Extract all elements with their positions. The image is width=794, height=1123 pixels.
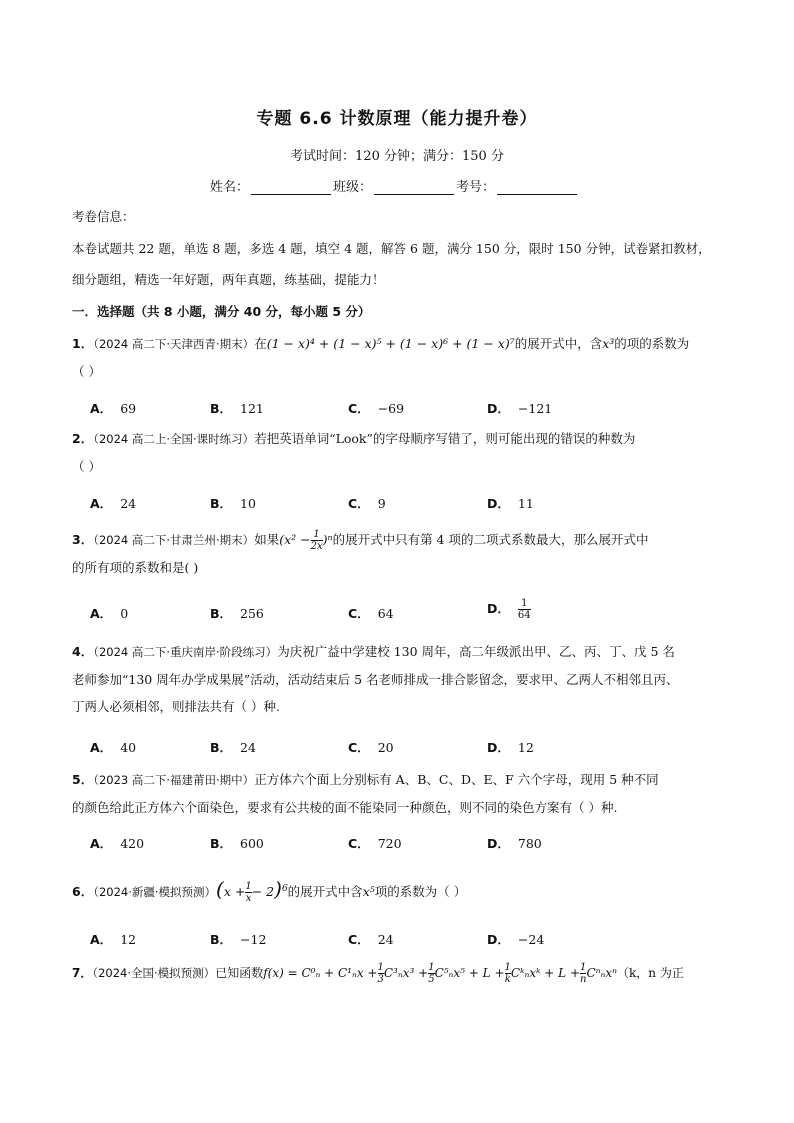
option-label: A． xyxy=(90,496,113,511)
math-expression: x³ xyxy=(602,336,615,351)
question-source: （2024·新疆·模拟预测） xyxy=(93,885,217,900)
option-c[interactable] xyxy=(348,738,394,756)
options-q2 xyxy=(90,494,690,514)
fraction-denominator: 5 xyxy=(428,974,435,985)
notice-title: 考卷信息： xyxy=(72,209,135,224)
question-number: 5． xyxy=(72,772,94,787)
question-text: 老师参加“130 周年办学成果展”活动，活动结束后 5 名老师排成一排合影留念，要求甲、乙两人不相邻且丙、 xyxy=(72,672,679,687)
option-d[interactable] xyxy=(487,738,534,756)
option-a[interactable] xyxy=(90,930,136,948)
question-number: 2． xyxy=(72,431,94,446)
option-label: C． xyxy=(348,496,370,511)
option-b[interactable] xyxy=(210,399,264,417)
option-label: B． xyxy=(210,836,233,851)
name-label: 姓名： xyxy=(210,180,250,195)
option-value: 64 xyxy=(377,606,394,621)
exam-time: 考试时间：120 分钟；满分：150 分 xyxy=(290,149,504,164)
math-expression: (1 − x)⁴ + (1 − x)⁵ + (1 − x)⁶ + (1 − x)⁷ xyxy=(266,336,515,351)
math-expression: − 2 xyxy=(251,884,275,900)
option-value: 40 xyxy=(120,740,137,755)
option-c[interactable] xyxy=(348,930,394,948)
math-expression: Cⁿₙxⁿ xyxy=(586,966,617,980)
option-a[interactable] xyxy=(90,399,136,417)
question-source: （2024·全国·模拟预测） xyxy=(92,966,216,980)
question-3 xyxy=(72,526,727,581)
option-value: 69 xyxy=(120,401,137,416)
option-value: 12 xyxy=(517,740,534,755)
math-expression: C⁵ₙx⁵ + L + xyxy=(434,966,505,980)
option-d[interactable] xyxy=(487,494,534,512)
option-label: A． xyxy=(90,606,113,621)
option-value: 24 xyxy=(377,932,394,947)
option-b[interactable] xyxy=(210,604,264,622)
option-label: C． xyxy=(348,932,370,947)
option-a[interactable] xyxy=(90,738,136,756)
question-5 xyxy=(72,766,727,821)
question-number: 3． xyxy=(72,532,94,547)
question-source: （2024 高二下·甘肃兰州·期末） xyxy=(93,533,255,547)
number-label: 考号： xyxy=(456,180,496,195)
option-c[interactable] xyxy=(348,604,394,622)
question-number: 6． xyxy=(72,884,94,900)
math-expression: C³ₙx³ + xyxy=(383,966,429,980)
option-value: −24 xyxy=(517,932,545,947)
question-number: 7． xyxy=(72,966,93,980)
option-label: B． xyxy=(210,496,233,511)
option-label: D． xyxy=(487,932,510,947)
option-d[interactable] xyxy=(487,598,531,621)
math-expression: (x² − xyxy=(279,532,311,547)
question-4 xyxy=(72,638,727,720)
question-text: 丁两人必须相邻，则排法共有（ ）种. xyxy=(72,699,280,714)
option-value: 420 xyxy=(120,836,145,851)
fraction-denominator: 2x xyxy=(310,541,323,552)
question-text: 的展开式中只有第 4 项的二项式系数最大，那么展开式中 xyxy=(332,532,649,547)
fraction-denominator: n xyxy=(580,974,587,985)
option-d[interactable] xyxy=(487,834,542,852)
student-info-line xyxy=(210,176,579,195)
fraction-denominator: x xyxy=(245,893,252,905)
option-value: 121 xyxy=(240,401,264,416)
page-title: 专题 6.6 计数原理（能力提升卷） xyxy=(256,109,538,129)
question-text: 如果 xyxy=(254,532,280,547)
question-text: 的项的系数为 xyxy=(614,336,690,351)
option-b[interactable] xyxy=(210,834,264,852)
option-label: D． xyxy=(487,496,510,511)
question-source: （2024 高二下·天津西青·期末） xyxy=(93,337,255,351)
option-a[interactable] xyxy=(90,494,136,512)
math-expression: Cᵏₙxᵏ + L + xyxy=(510,966,580,980)
fraction xyxy=(311,529,323,552)
question-source: （2024 高二上·全国·课时练习） xyxy=(93,432,255,446)
question-text: 已知函数 xyxy=(215,966,264,980)
question-text: 若把英语单词“Look”的字母顺序写错了，则可能出现的错误的种数为 xyxy=(254,431,636,446)
question-number: 1． xyxy=(72,336,94,351)
question-6 xyxy=(72,876,727,906)
option-value: 720 xyxy=(377,836,402,851)
math-expression: )ⁿ xyxy=(322,532,333,547)
option-value: 256 xyxy=(240,606,264,621)
option-c[interactable] xyxy=(348,834,402,852)
option-label: C． xyxy=(348,401,370,416)
option-c[interactable] xyxy=(348,399,404,417)
option-value: −69 xyxy=(377,401,405,416)
option-value: −12 xyxy=(240,932,267,947)
option-label: B． xyxy=(210,606,233,621)
section-heading: 一．选择题（共 8 小题，满分 40 分，每小题 5 分） xyxy=(72,304,371,319)
notice-line-2: 细分题组，精选一年好题，两年真题，练基础，提能力！ xyxy=(72,272,385,287)
option-label: A． xyxy=(90,932,113,947)
option-label: A． xyxy=(90,740,113,755)
question-text: 为庆祝广益中学建校 130 周年，高二年级派出甲、乙、丙、丁、戊 5 名 xyxy=(277,644,675,659)
option-value: 11 xyxy=(517,496,534,511)
number-blank[interactable] xyxy=(497,182,577,195)
options-q1 xyxy=(90,399,690,419)
option-a[interactable] xyxy=(90,834,144,852)
math-expression: x⁵ xyxy=(362,884,375,900)
question-text: 在 xyxy=(254,336,267,351)
option-value: 24 xyxy=(120,496,137,511)
class-label: 班级： xyxy=(333,180,373,195)
fraction-numerator: 1 xyxy=(245,881,252,893)
answer-bracket: （ ） xyxy=(72,364,101,379)
question-1 xyxy=(72,330,727,385)
math-expression: x + xyxy=(223,884,246,900)
fraction-numerator: 1 xyxy=(504,962,511,973)
option-label: A． xyxy=(90,401,113,416)
fraction-numerator: 1 xyxy=(428,962,435,973)
option-value: 780 xyxy=(517,836,542,851)
options-q3 xyxy=(90,598,690,624)
question-text: 的颜色给此正方体六个面染色，要求有公共棱的面不能染同一种颜色，则不同的染色方案有（ ）种. xyxy=(72,800,618,815)
options-q6 xyxy=(90,930,690,950)
option-label: C． xyxy=(348,836,370,851)
question-source: （2023 高二下·福建莆田·期中） xyxy=(93,773,255,787)
left-paren: ( xyxy=(216,877,224,902)
question-text: 正方体六个面上分别标有 A、B、C、D、E、F 六个字母，现用 5 种不同 xyxy=(254,772,659,787)
notice-line-1: 本卷试题共 22 题，单选 8 题，多选 4 题，填空 4 题，解答 6 题，满分 150 分，限时 150 分钟，试卷紧扣教材， xyxy=(72,241,711,256)
exponent: 6 xyxy=(281,884,288,894)
option-label: D． xyxy=(487,401,510,416)
option-label: C． xyxy=(348,740,370,755)
math-expression: f(x) = C⁰ₙ + C¹ₙx + xyxy=(263,966,378,980)
fraction xyxy=(518,598,531,621)
fraction-denominator: k xyxy=(504,974,511,985)
fraction-numerator: 1 xyxy=(521,598,528,609)
options-q5 xyxy=(90,834,690,854)
option-label: B． xyxy=(210,401,233,416)
option-value: 9 xyxy=(377,496,386,511)
option-b[interactable] xyxy=(210,930,266,948)
option-label: A． xyxy=(90,836,113,851)
fraction-numerator: 1 xyxy=(580,962,587,973)
question-number: 4． xyxy=(72,644,94,659)
option-value: 10 xyxy=(240,496,256,511)
option-b[interactable] xyxy=(210,738,256,756)
name-blank[interactable] xyxy=(251,182,331,195)
option-a[interactable] xyxy=(90,604,128,622)
question-text: 的所有项的系数和是( ) xyxy=(72,560,199,575)
question-7 xyxy=(72,960,727,987)
question-2 xyxy=(72,425,727,480)
option-value: 0 xyxy=(120,606,129,621)
question-text: 的展开式中，含 xyxy=(514,336,603,351)
option-b[interactable] xyxy=(210,494,256,512)
fraction-numerator: 1 xyxy=(377,962,384,973)
fraction-denominator: 64 xyxy=(517,610,531,621)
option-c[interactable] xyxy=(348,494,386,512)
option-d[interactable] xyxy=(487,930,544,948)
answer-bracket: （ ） xyxy=(72,459,101,474)
option-d[interactable] xyxy=(487,399,552,417)
option-label: B． xyxy=(210,740,233,755)
option-label: C． xyxy=(348,606,370,621)
option-label: D． xyxy=(487,836,510,851)
right-paren: ) xyxy=(274,877,282,902)
fraction-denominator: 3 xyxy=(377,974,384,985)
question-text: 的展开式中含 xyxy=(287,884,363,900)
option-label: D． xyxy=(487,740,510,755)
option-value: 24 xyxy=(240,740,256,755)
options-q4 xyxy=(90,738,690,758)
option-value: 20 xyxy=(377,740,394,755)
option-label: D． xyxy=(487,601,510,616)
question-source: （2024 高二下·重庆南岸·阶段练习） xyxy=(93,645,278,659)
question-text: （k，n 为正 xyxy=(617,966,684,980)
option-label: B． xyxy=(210,932,233,947)
fraction-numerator: 1 xyxy=(313,529,320,540)
option-value: −121 xyxy=(517,401,553,416)
question-text: 项的系数为（ ） xyxy=(374,884,467,900)
option-value: 600 xyxy=(240,836,264,851)
class-blank[interactable] xyxy=(374,182,454,195)
option-value: 12 xyxy=(120,932,137,947)
